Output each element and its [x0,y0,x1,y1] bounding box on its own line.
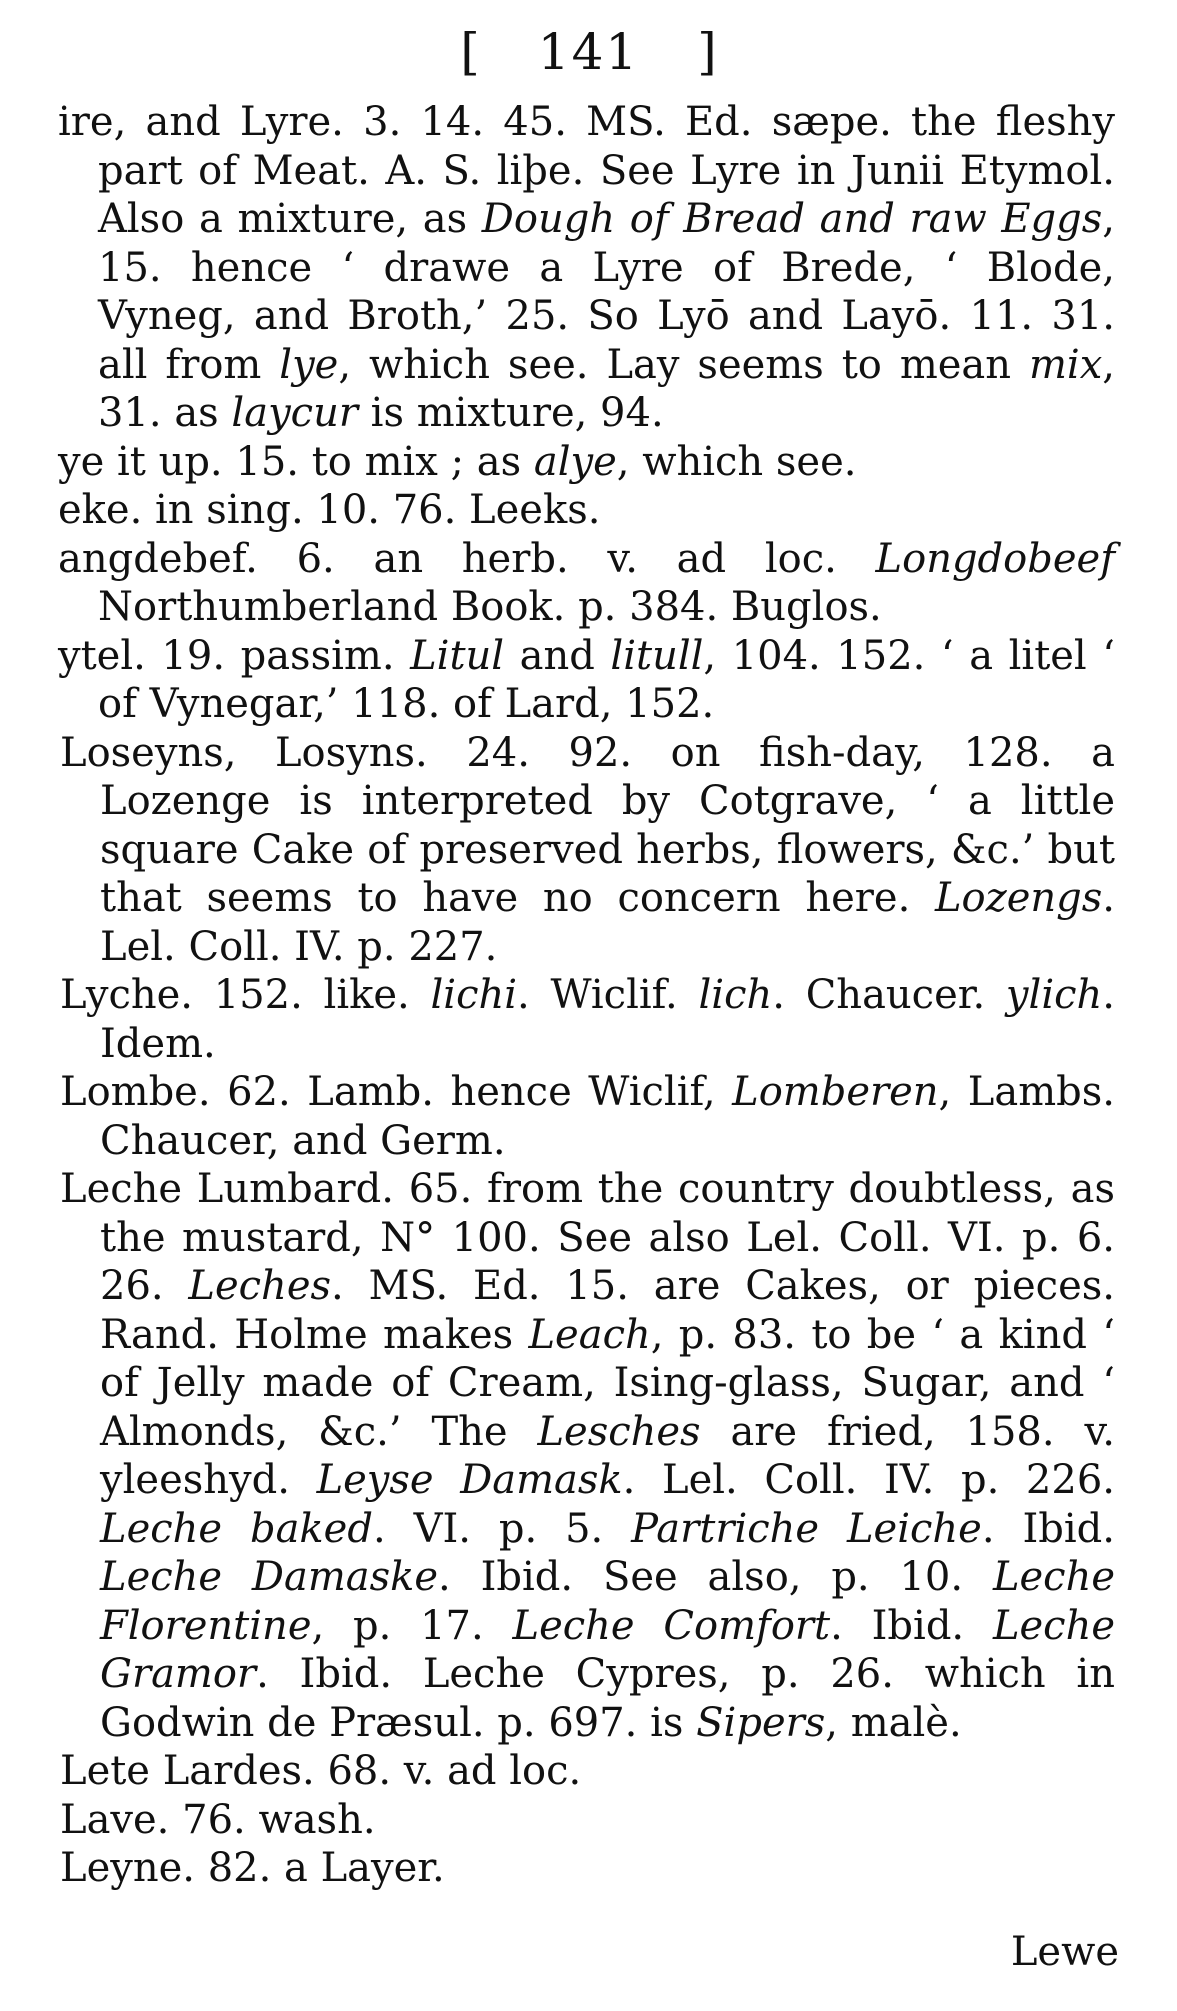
entry-text: , which see. [616,438,857,485]
entry-text: 19. passim. [145,632,411,679]
glossary-entry [58,98,1115,438]
entry-italic-term: lichi [430,972,518,1018]
entry-text: . Chaucer. [772,972,1006,1018]
entry-text: 62. Lamb. hence Wiclif, [210,1069,733,1115]
entry-headword: eke. [58,487,143,533]
entry-italic-term: alye [533,438,617,485]
entry-text: , Lambs. Chaucer, and Germ. [100,1069,1115,1164]
entry-text: . Ibid. See also, p. 10. [438,1554,993,1600]
entry-text: 3. 14. 45. MS. Ed. sæpe. the fleshy part of Meat. A. S. liþe. See Lyre in Junii Etymol. Also a mixture, as [98,99,1115,242]
entry-headword: ye it up. [58,438,223,485]
page-header [0,22,1177,82]
glossary-entry [58,486,1115,535]
glossary-entry [60,1796,1115,1845]
entry-text: , 104. 152. ‘ a litel ‘ of Vynegar,’ 118. of Lard, 152. [98,632,1115,727]
glossary-entry [58,535,1115,632]
entry-headword: Leche Lumbard. [60,1166,394,1212]
entry-text: , p. 83. to be ‘ a kind ‘ of Jelly made of Cream, Ising-glass, Sugar, and ‘ Almonds, &c.’ The [100,1311,1115,1455]
entry-headword: ire, and Lyre. [58,99,344,145]
entry-italic-term: lich [698,972,773,1018]
entry-text: 24. 92. on fish-day, 128. a Lozenge is interpreted by Cotgrave, ‘ a little square Cake of preserved herbs, flowers, &c.’ but that seems to have no concern here. [100,729,1115,921]
entry-text: , malè. [825,1699,962,1746]
entry-text: . VI. p. 5. [372,1505,632,1552]
entry-text: , which see. Lay seems to mean [338,341,1029,388]
header-close-bracket: ] [697,23,717,81]
entry-text: . Lel. Coll. IV. p. 227. [100,875,1115,970]
glossary-entry [60,1068,1115,1165]
entry-headword: Lyche. [60,972,194,1018]
entry-headword: Loseyns, Losyns. [60,729,428,776]
glossary-entry [60,971,1115,1068]
entry-italic-term: Partriche Leiche [631,1505,982,1552]
glossary-entry [58,438,1115,487]
entry-text: Northumberland Book. p. 384. Buglos. [98,584,882,630]
entry-text: . MS. Ed. 15. are Cakes, or pieces. Rand. Holme makes [100,1263,1115,1358]
entry-text: and [504,632,611,679]
glossary-entry [60,1747,1115,1796]
entry-text: . Idem. [100,972,1115,1067]
entry-text: 76. wash. [169,1796,376,1843]
entry-text: . Ibid. Leche Cypres, p. 26. which in Godwin de Præsul. p. 697. is [100,1651,1115,1746]
entry-text: , p. 17. [311,1602,513,1649]
entry-text: . Ibid. [830,1602,993,1649]
entry-headword: ytel. [58,632,146,679]
entry-italic-term: Litul [410,632,505,679]
entry-text: 152. like. [193,972,431,1018]
entry-text: . Wiclif. [517,972,699,1018]
entry-italic-term: Leche Gramor [100,1602,1116,1697]
entry-text: 82. a Layer. [194,1845,445,1891]
glossary-entry [60,1165,1115,1747]
entry-text: , 31. as [98,341,1115,436]
page-number: 141 [537,23,640,81]
entry-italic-term: Sipers [696,1699,826,1746]
glossary-entry [58,632,1115,729]
entry-text: . Ibid. [981,1505,1115,1552]
entry-italic-term: Leche Florentine [100,1554,1116,1649]
entry-italic-term: laycur [231,390,358,436]
entry-text: 68. v. ad loc. [314,1748,582,1794]
header-open-bracket: [ [460,23,480,81]
entry-italic-term: Leche Comfort [512,1602,831,1649]
catchword: Lewe [1010,1929,1119,1975]
entry-text: are fried, 158. v. yleeshyd. [100,1408,1116,1503]
entry-italic-term: Dough of Bread and raw Eggs [481,196,1103,242]
entry-headword: Lombe. [60,1069,211,1115]
glossary-entry [60,1844,1115,1893]
glossary-body [60,98,1115,1893]
entry-italic-term: Lozengs [934,875,1103,921]
entry-italic-term: Leches [188,1263,332,1309]
entry-italic-term: lye [279,341,339,388]
entry-italic-term: litull [610,632,704,679]
entry-text: , 15. hence ‘ drawe a Lyre of Brede, ‘ Blode, Vyneg, and Broth,’ 25. So Lyō and Layō. 11. 31. all from [98,196,1115,388]
entry-text: 65. from the country doubtless, as the mustard, N° 100. See also Lel. Coll. VI. p. 6. 26. [100,1166,1116,1309]
entry-italic-term: Lesches [537,1408,701,1455]
entry-italic-term: Leche baked [100,1505,373,1552]
entry-text: 15. to mix ; as [222,438,534,485]
entry-italic-term: Longdobeef [875,535,1115,582]
entry-text: in sing. 10. 76. Leeks. [142,487,601,533]
entry-italic-term: Leche Damaske [100,1554,439,1600]
entry-text: is mixture, 94. [357,390,664,436]
entry-text: . Lel. Coll. IV. p. 226. [622,1457,1115,1503]
entry-italic-term: mix [1029,341,1103,388]
entry-headword: Lave. [60,1796,170,1843]
entry-headword: angdebef. [58,535,258,582]
entry-italic-term: ylich [1005,972,1103,1018]
glossary-entry [60,729,1115,972]
entry-headword: Leyne. [60,1845,195,1891]
entry-italic-term: Leyse Damask [316,1457,623,1503]
entry-italic-term: Lomberen [732,1069,939,1115]
entry-headword: Lete Lardes. [60,1748,315,1794]
entry-italic-term: Leach [528,1311,651,1358]
entry-text: 6. an herb. v. ad loc. [257,535,876,582]
